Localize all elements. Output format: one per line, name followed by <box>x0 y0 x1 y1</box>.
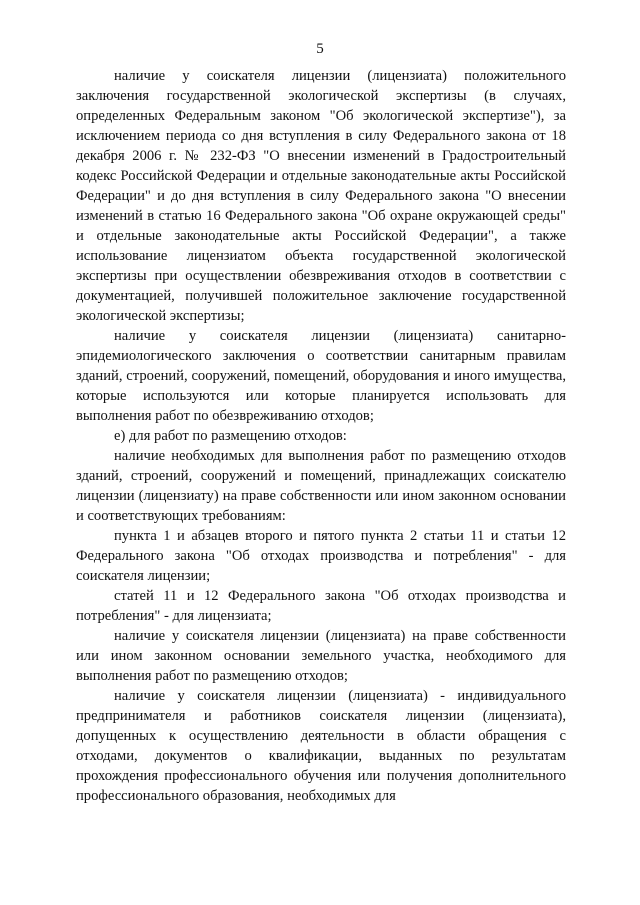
paragraph-licensee-requirements: статей 11 и 12 Федерального закона "Об отходах производства и потребления" - для лицензиата; <box>76 588 566 624</box>
paragraph-ecological-expertise: наличие у соискателя лицензии (лицензиата) положительного заключения государственной экологической экспертизы (в случаях, определенных Федеральным законом "Об экологической экспертизе"), за исключением периода со дня вступления в силу Федерального закона от 18 декабря 2006 г. № 232-ФЗ "О внесении изменений в Градостроительный кодекс Российской Федерации и отдельные законодательные акты Российской Федерации" и до дня вступления в силу Федерального закона "О внесении изменений в статью 16 Федерального закона "Об охране окружающей среды" и отдельные законодательные акты Российской Федерации", а также использование лицензиатом объекта государственной экологической экспертизы при осуществлении обезвреживания отходов в соответствии с документацией, получившей положительное заключение государственной экологической экспертизы; <box>76 68 566 324</box>
paragraph-qualification-documents: наличие у соискателя лицензии (лицензиата) - индивидуального предпринимателя и работников соискателя лицензии (лицензиата), допущенных к осуществлению деятельности в области обращения с отходами, документов о квалификации, выданных по результатам прохождения профессионального обучения или получения дополнительного профессионального образования, необходимых для <box>76 688 566 804</box>
paragraph-section-e-heading: е) для работ по размещению отходов: <box>114 428 347 444</box>
paragraph-sanitary-conclusion: наличие у соискателя лицензии (лицензиата) санитарно-эпидемиологического заключения о соответствии санитарным правилам зданий, строений, сооружений, помещений, оборудования и иного имущества, которые используются или которые планируется использовать для выполнения работ по обезвреживанию отходов; <box>76 328 566 424</box>
paragraph-applicant-requirements: пункта 1 и абзацев второго и пятого пункта 2 статьи 11 и статьи 12 Федерального закона "Об отходах производства и потребления" - для соискателя лицензии; <box>76 528 566 584</box>
body-text <box>76 66 566 806</box>
paragraph-land-plot: наличие у соискателя лицензии (лицензиата) на праве собственности или ином законном основании земельного участка, необходимого для выполнения работ по размещению отходов; <box>76 628 566 684</box>
paragraph-buildings-requirements: наличие необходимых для выполнения работ по размещению отходов зданий, строений, сооружений и помещений, принадлежащих соискателю лицензии (лицензиату) на праве собственности или ином законном основании и соответствующих требованиям: <box>76 448 566 524</box>
page-number: 5 <box>316 41 324 57</box>
